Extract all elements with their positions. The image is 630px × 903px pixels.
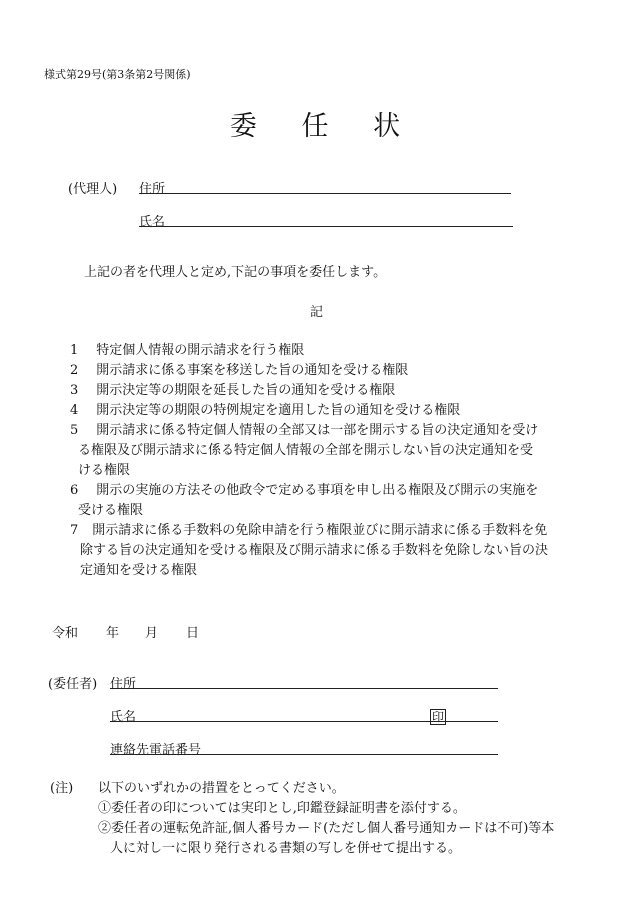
title-char: 任 — [301, 111, 329, 142]
agent-address-label: 住所 — [139, 182, 166, 197]
page-title — [0, 104, 630, 143]
item-number: 4 — [70, 403, 79, 418]
list-item — [70, 481, 538, 501]
list-item — [70, 521, 547, 541]
agent-address-field[interactable] — [139, 193, 511, 194]
agent-name-field[interactable] — [139, 226, 513, 227]
list-item — [70, 361, 408, 381]
list-item — [70, 401, 460, 421]
item-text: 開示決定等の期限の特例規定を適用した旨の通知を受ける権限 — [96, 403, 461, 418]
date-day[interactable]: 日 — [186, 626, 200, 641]
ki-heading: 記 — [310, 305, 324, 320]
intro-text: 上記の者を代理人と定め,下記の事項を委任します。 — [84, 265, 387, 280]
note-2: ②委任者の運転免許証,個人番号カード(ただし個人番号通知カードは不可)等本 — [98, 821, 555, 836]
item-number: 1 — [70, 343, 79, 358]
item-text: 開示決定等の期限を延長した旨の通知を受ける権限 — [96, 383, 396, 398]
agent-name-label: 氏名 — [139, 215, 166, 230]
note-2-continuation: 人に対し一に限り発行される書類の写しを併せて提出する。 — [110, 841, 462, 856]
item-text: 開示請求に係る事案を移送した旨の通知を受ける権限 — [96, 363, 409, 378]
item-continuation: ける権限 — [78, 463, 131, 478]
item-continuation: る権限及び開示請求に係る特定個人情報の全部を開示しない旨の決定通知を受 — [78, 443, 534, 458]
form-number: 様式第29号(第3条第2号関係) — [44, 68, 191, 81]
item-number: 7 — [70, 523, 79, 538]
item-number: 2 — [70, 363, 79, 378]
notes-lead: 以下のいずれかの措置をとってください。 — [98, 781, 345, 796]
delegator-phone-field[interactable] — [110, 754, 498, 755]
list-item — [70, 381, 395, 401]
note-1: ①委任者の印については実印とし,印鑑登録証明書を添付する。 — [98, 801, 466, 816]
item-text: 特定個人情報の開示請求を行う権限 — [96, 343, 305, 358]
delegator-name-field[interactable] — [110, 721, 498, 722]
item-text: 開示請求に係る特定個人情報の全部又は一部を開示する旨の決定通知を受け — [96, 423, 539, 438]
item-text: 開示の実施の方法その他政令で定める事項を申し出る権限及び開示の実施を — [96, 483, 539, 498]
delegator-address-label: 住所 — [110, 677, 137, 692]
delegator-label: (委任者) — [48, 677, 98, 692]
item-continuation: 受ける権限 — [78, 503, 144, 518]
item-continuation: 除する旨の決定通知を受ける権限及び開示請求に係る手数料を免除しない旨の決 — [80, 543, 549, 558]
item-number: 5 — [70, 423, 79, 438]
item-number: 3 — [70, 383, 79, 398]
list-item — [70, 341, 304, 361]
agent-label: (代理人) — [68, 182, 118, 197]
title-char: 委 — [229, 111, 257, 142]
date-year[interactable]: 年 — [106, 626, 120, 641]
seal-box: 印 — [432, 710, 445, 724]
seal-mark — [430, 706, 446, 725]
delegator-name-label: 氏名 — [110, 710, 137, 725]
item-continuation: 定通知を受ける権限 — [80, 563, 198, 578]
notes-label: (注) — [50, 781, 74, 796]
delegator-address-field[interactable] — [110, 688, 498, 689]
list-item — [70, 421, 538, 441]
date-era: 令和 — [52, 626, 79, 641]
item-text: 開示請求に係る手数料の免除申請を行う権限並びに開示請求に係る手数料を免 — [92, 523, 548, 538]
delegator-phone-label: 連絡先電話番号 — [110, 743, 202, 758]
title-char: 状 — [373, 111, 401, 142]
item-number: 6 — [70, 483, 79, 498]
date-month[interactable]: 月 — [145, 626, 159, 641]
